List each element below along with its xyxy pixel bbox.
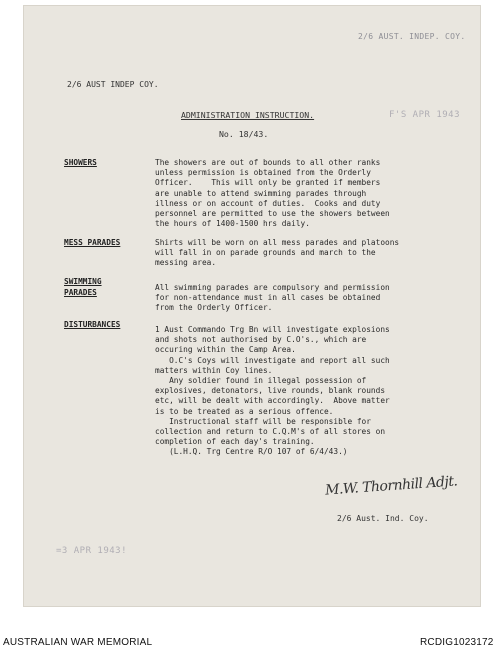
section-heading-mess-parades: MESS PARADES <box>64 238 121 247</box>
footer-institution: AUSTRALIAN WAR MEMORIAL <box>3 637 153 648</box>
footer-record-id: RCDIG1023172 <box>420 637 494 648</box>
date-stamp: =3 APR 1943! <box>56 546 128 556</box>
received-date-stamp: F'S APR 1943 <box>389 110 461 120</box>
signature-unit: 2/6 Aust. Ind. Coy. <box>337 514 429 523</box>
section-heading-showers: SHOWERS <box>64 158 97 167</box>
section-text-swimming-parades: All swimming parades are compulsory and permission for non-attendance must in all cases be obtained from the Orderly Officer. <box>155 283 390 313</box>
section-text-showers: The showers are out of bounds to all other ranks unless permission is obtained from the Orderly Officer. This will only be granted if members are unable to attend swimming parades through illness or on account of duties. Cooks and duty personnel are permitted to use the showers between the hours of 1400-1500 hrs daily. <box>155 158 390 229</box>
handwritten-signature: M.W. Thornhill Adjt. <box>324 473 458 499</box>
section-heading-swimming-parades: SWIMMING PARADES <box>64 277 102 297</box>
instruction-number: No. 18/43. <box>219 129 269 139</box>
unit-stamp: 2/6 AUST. INDEP. COY. <box>358 32 466 41</box>
section-text-mess-parades: Shirts will be worn on all mess parades and platoons will fall in on parade grounds and march to the messing area. <box>155 238 400 268</box>
document-title: ADMINISTRATION INSTRUCTION. <box>181 110 315 120</box>
section-text-disturbances: 1 Aust Commando Trg Bn will investigate explosions and shots not authorised by C.O's., which are occuring within the Camp Area. O.C's Coys will investigate and report all such matters within Coy lines. Any soldier found in illegal possession of explosives, detonators, live rounds, blank rounds etc, will be dealt with accordingly. Above matter is to be treated as a serious offence. Instructional staff will be responsible for collection and return to C.Q.M's of all stores on completion of each day's training. (L.H.Q. Trg Centre R/O 107 of 6/4/43.) <box>155 325 390 457</box>
section-heading-disturbances: DISTURBANCES <box>64 320 121 329</box>
unit-header: 2/6 AUST INDEP COY. <box>67 80 159 89</box>
